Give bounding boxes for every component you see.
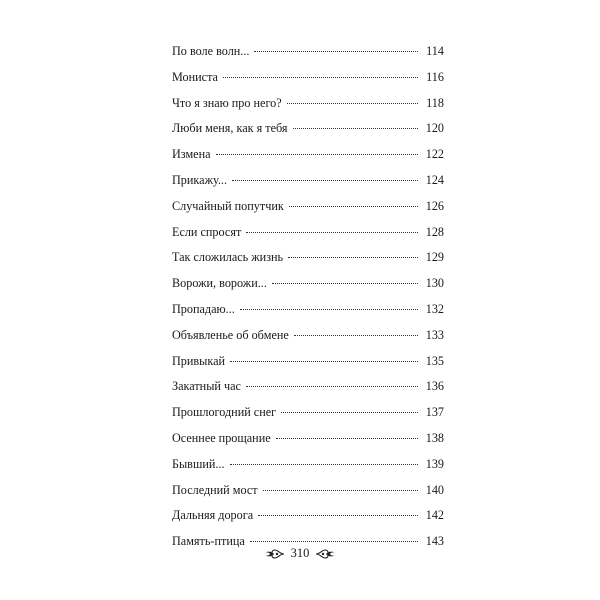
toc-dot-leader [250, 541, 418, 542]
toc-entry-page: 114 [426, 44, 444, 58]
toc-dot-leader [223, 77, 418, 78]
toc-dot-leader [263, 490, 418, 491]
toc-entry [172, 349, 444, 375]
toc-dot-leader [232, 180, 418, 181]
toc-entry [172, 297, 444, 323]
toc-dot-leader [258, 515, 418, 516]
toc-entry-title: Пропадаю... [172, 301, 235, 316]
toc-entry [172, 39, 444, 65]
toc-dot-leader [254, 51, 418, 52]
toc-entry-title: Случайный попутчик [172, 198, 284, 213]
toc-entry-title: Прошлогодний снег [172, 405, 277, 420]
toc-entry-page: 118 [426, 95, 444, 110]
toc-entry-page: 130 [425, 276, 444, 291]
toc-dot-leader [246, 386, 418, 387]
toc-entry [172, 168, 444, 194]
toc-entry-page: 142 [425, 508, 444, 523]
toc-dot-leader [293, 128, 419, 129]
toc-entry [172, 220, 444, 246]
toc-dot-leader [230, 361, 418, 362]
toc-entry-title: Что я знаю про него? [172, 95, 282, 110]
toc-entry-page: 120 [425, 121, 444, 136]
toc-dot-leader [276, 438, 418, 439]
toc-entry-page: 132 [425, 301, 444, 316]
toc-dot-leader [289, 206, 418, 207]
toc-entry-page: 129 [425, 250, 444, 265]
toc-entry-title: Дальняя дорога [172, 508, 254, 523]
toc-entry [172, 271, 444, 297]
toc-dot-leader [246, 232, 418, 233]
toc-entry-title: Последний мост [172, 482, 258, 497]
toc-entry-page: 136 [425, 379, 444, 394]
toc-entry-page: 143 [425, 534, 444, 549]
toc-entry-page: 140 [425, 482, 444, 497]
toc-entry-title: Измена [172, 147, 211, 162]
toc-dot-leader [230, 464, 418, 465]
toc-entry-title: Ворожи, ворожи... [172, 276, 267, 291]
toc-dot-leader [281, 412, 418, 413]
toc-dot-leader [294, 335, 418, 336]
toc-entry-page: 137 [425, 405, 444, 420]
toc-entry [172, 116, 444, 142]
toc-entry-title: Осеннее прощание [172, 430, 271, 445]
page-number: 310 [290, 546, 310, 560]
page-footer [0, 546, 600, 561]
toc-entry-page: 139 [425, 456, 444, 471]
toc-entry-title: Закатный час [172, 379, 241, 394]
toc-dot-leader [240, 309, 418, 310]
toc-entry-page: 138 [425, 430, 444, 445]
table-of-contents [172, 39, 444, 555]
toc-entry [172, 452, 444, 478]
toc-entry [172, 323, 444, 349]
toc-entry-page: 133 [425, 327, 444, 342]
toc-entry-title: Мониста [172, 69, 218, 84]
toc-entry-title: Объявленье об обмене [172, 327, 289, 342]
toc-entry-page: 122 [425, 147, 444, 162]
toc-entry [172, 194, 444, 220]
toc-entry [172, 400, 444, 426]
toc-entry-page: 128 [425, 224, 444, 239]
toc-entry [172, 374, 444, 400]
toc-entry-title: Память-птица [172, 534, 245, 549]
toc-entry-title: Прикажу... [172, 172, 227, 187]
toc-entry-title: Люби меня, как я тебя [172, 121, 288, 136]
toc-entry-page: 135 [425, 353, 444, 368]
toc-dot-leader [216, 154, 419, 155]
toc-entry [172, 91, 444, 117]
toc-entry-title: Привыкай [172, 353, 226, 368]
toc-entry [172, 503, 444, 529]
toc-entry-page: 116 [426, 69, 444, 84]
toc-entry-title: Если спросят [172, 224, 242, 239]
toc-dot-leader [288, 257, 418, 258]
toc-dot-leader [272, 283, 418, 284]
toc-entry [172, 142, 444, 168]
toc-entry [172, 245, 444, 271]
toc-entry-title: По воле волн... [172, 44, 250, 58]
toc-entry-title: Так сложилась жизнь [172, 250, 284, 265]
toc-entry [172, 65, 444, 91]
toc-entry-title: Бывший... [172, 456, 225, 471]
toc-entry [172, 426, 444, 452]
toc-dot-leader [287, 103, 418, 104]
toc-entry-page: 126 [425, 198, 444, 213]
floral-ornament-icon [263, 547, 285, 561]
toc-entry [172, 478, 444, 504]
floral-ornament-icon [315, 547, 337, 561]
toc-entry-page: 124 [425, 172, 444, 187]
